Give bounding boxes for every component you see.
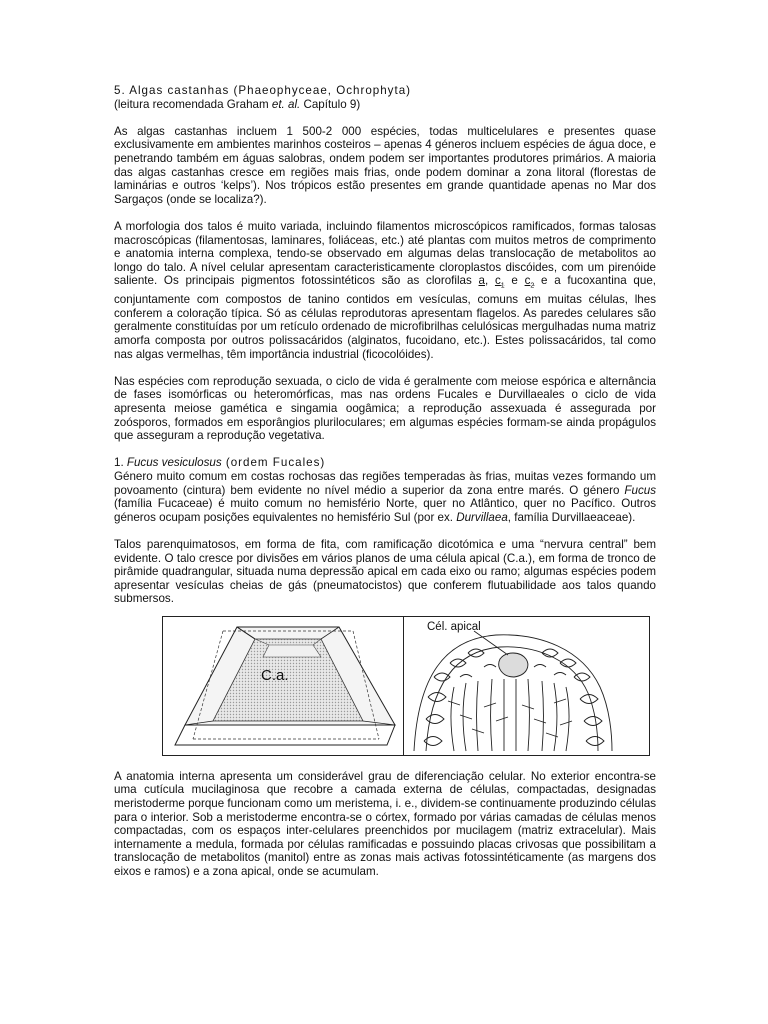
pyramid-drawing — [163, 617, 403, 755]
fucus-text-c: , família Durvillaeaceae). — [507, 510, 636, 524]
chlorophyll-c1-sub: 1 — [500, 282, 505, 290]
section-title-text: 5. Algas castanhas (Phaeophyceae, Ochrophyta) — [114, 84, 411, 97]
morphology-sep-2: e — [504, 274, 525, 288]
subsection-species: Fucus vesiculosus — [126, 456, 222, 470]
ca-label: C.a. — [261, 666, 289, 684]
tissue-drawing — [404, 617, 649, 755]
apical-cell-figure — [162, 616, 650, 756]
chlorophyll-c2-sub: 2 — [530, 282, 535, 290]
chlorophyll-c2-letter: c — [524, 274, 531, 288]
apical-tissue-diagram — [404, 617, 649, 755]
durvillaea-genus: Durvillaea — [456, 510, 508, 524]
paragraph-fucus — [114, 470, 656, 524]
morphology-text-b: e a fucoxantina que, conjuntamente com compostos de tanino contidos em vesículas, comuns em muitas células, lhes conferem a coloração típica. Só as células reprodutoras apresentam flagelos. As paredes celulares são geralmente constituídas por um retículo ordenado de microfibrilhas celulósicas mergulhadas numa matriz amorfa composta por outros polissacáridos (alginatos, fucoidano, etc.). Estes polissacáridos, tal como nas algas vermelhas, têm importância industrial (ficocolóides). — [114, 274, 656, 361]
chlorophyll-c1 — [494, 274, 505, 290]
apical-cell-label: Cél. apical — [427, 620, 481, 633]
subsection-order: (ordem Fucales) — [221, 456, 326, 470]
reading-suffix: Capítulo 9) — [300, 97, 361, 111]
chlorophyll-a: a — [478, 274, 485, 288]
paragraph-reproduction: Nas espécies com reprodução sexuada, o ciclo de vida é geralmente com meiose espórica e alternância de fases isomórficas ou heteromórficas, mas nas ordens Fucales e Durvillaeales o ciclo de vida apresenta meiose gamética e singamia oogâmica; a reprodução assexuada é assegurada por zoósporos, formados em esporângios pluriloculares; em algumas espécies formam-se ainda propágulos que asseguram a reprodução vegetativa. — [114, 374, 656, 443]
reading-note — [114, 98, 656, 112]
paragraph-thallus: Talos parenquimatosos, em forma de fita, com ramificação dicotómica e uma “nervura central” bem evidente. O talo cresce por divisões em vários planos de uma célula apical (C.a.), em forma de tronco de pirâmide quadrangular, situada numa depressão apical em cada eixo ou ramo; algumas espécies podem apresentar vesículas cheias de gás (pneumatocistos) que conferem flutuabilidade aos talos quando submersos. — [114, 537, 656, 606]
reading-italic: et. al. — [271, 97, 301, 111]
chlorophyll-c1-letter: c — [494, 274, 501, 288]
morphology-sep-1: , — [484, 274, 495, 288]
fucus-text-b: (família Fucaceae) é muito comum no hemisfério Norte, quer no Atlântico, quer no Pacífico. Outros géneros ocupam posições equivalentes no hemisfério Sul (por ex. — [114, 497, 656, 524]
section-title — [114, 84, 656, 98]
subsection-title — [114, 456, 656, 470]
fucus-text-a: Género muito comum em costas rochosas das regiões temperadas às frias, muitas vezes formando um povoamento (cintura) bem evidente no nível médio a superior da zona entre marés. O género — [114, 469, 656, 497]
paragraph-intro: As algas castanhas incluem 1 500-2 000 espécies, todas multicelulares e presentes quase exclusivamente em ambientes marinhos costeiros – apenas 4 géneros incluem espécies de água doce, e penetrando também em águas salobras, ondem podem ser importantes produtores primários. A maioria das algas castanhas cresce em regiões mais frias, onde podem dominar a zona litoral (florestas de laminárias e outros ‘kelps’). Nos trópicos estão presentes em grande quantidade apenas no Mar dos Sargaços (onde se localiza?). — [114, 124, 656, 206]
paragraph-anatomy: A anatomia interna apresenta um considerável grau de diferenciação celular. No exterior encontra-se uma cutícula mucilaginosa que recobre a camada externa de células, compactadas, designadas meristoderme porque funcionam como um meristema, i. e., dividem-se continuamente produzindo células para o interior. Sob a meristoderme encontra-se o córtex, formado por várias camadas de células menos compactadas, com os espaços inter-celulares preenchidos por mucilagem (matriz extracelular). Mais internamente a medula, formada por células ramificadas e possuindo placas crivosas que possibilitam a translocação de metabolitos (manitol) entre as zonas mais activas fotossintéticamente (as margens dos eixos e ramos) e a zona apical, onde se acumulam. — [114, 769, 656, 879]
chlorophyll-c2 — [524, 274, 535, 290]
morphology-text-a: A morfologia dos talos é muito variada, incluindo filamentos microscópicos ramificados, formas talosas macroscópicas (filamentosas, laminares, foliáceas, etc.) até plantas com muitos metros de comprimento e anatomia interna complexa, tendo-se observado em algumas delas translocação de metabolitos ao longo do talo. A nível celular apresentam caracteristicamente cloroplastos discóides, com um pirenóide saliente. Os principais pigmentos fotossintéticos são as clorofilas — [114, 219, 656, 288]
paragraph-morphology — [114, 220, 656, 361]
pyramid-diagram — [163, 617, 404, 755]
subsection-number: 1. — [114, 456, 127, 470]
fucus-genus: Fucus — [624, 483, 656, 497]
reading-prefix: (leitura recomendada Graham — [114, 97, 272, 111]
document-page — [114, 84, 656, 892]
